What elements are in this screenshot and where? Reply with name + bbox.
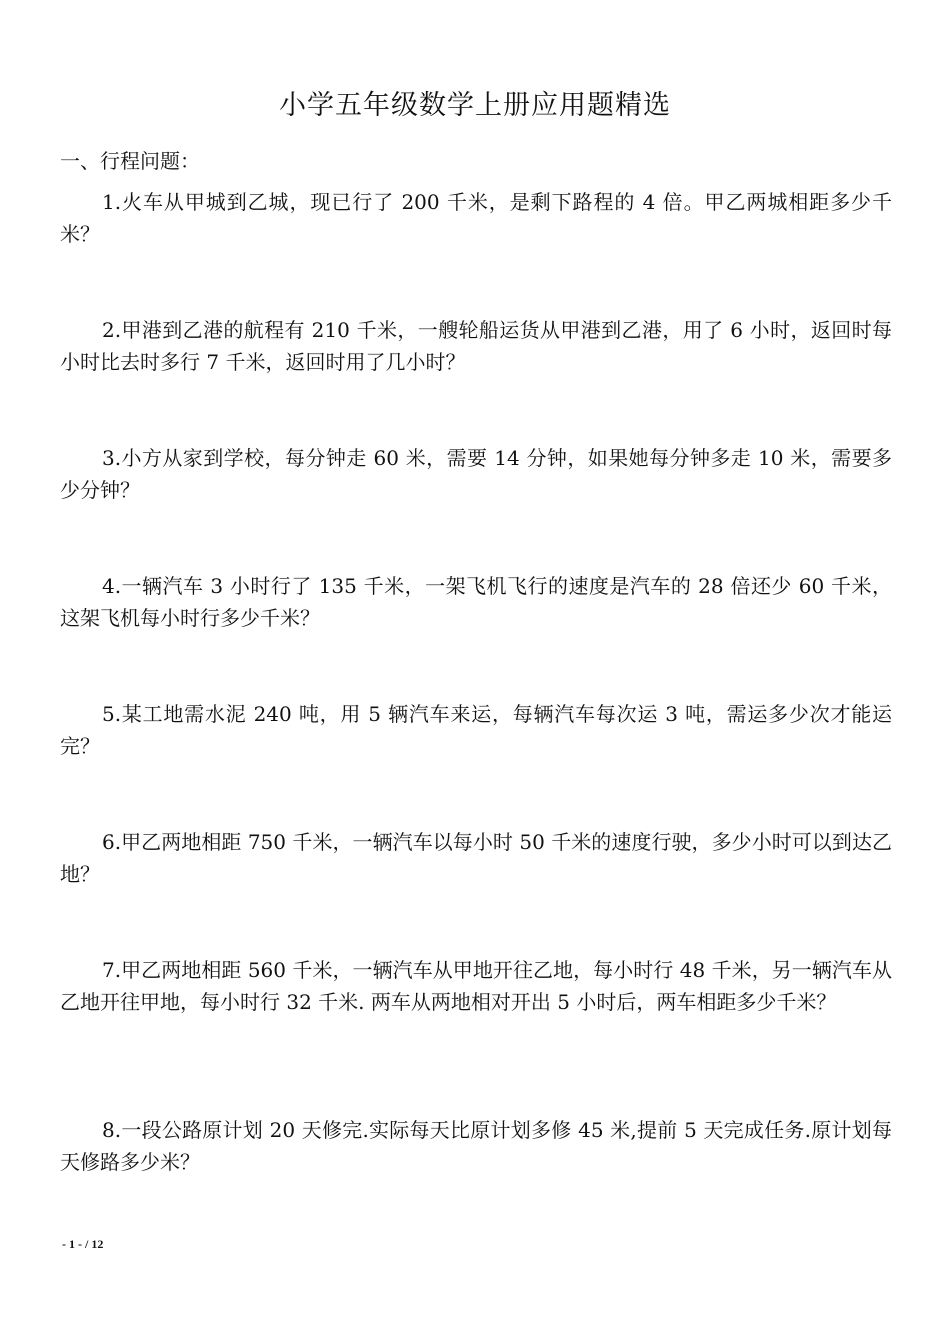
page-title: 小学五年级数学上册应用题精选 (279, 90, 671, 121)
problem-5: 5.某工地需水泥 240 吨，用 5 辆汽车来运，每辆汽车每次运 3 吨，需运多少次才能运完？ (60, 702, 892, 758)
problem-8: 8.一段公路原计划 20 天修完.实际每天比原计划多修 45 米,提前 5 天完成任务.原计划每天修路多少米？ (60, 1118, 892, 1174)
problem-6: 6.甲乙两地相距 750 千米，一辆汽车以每小时 50 千米的速度行驶，多少小时可以到达乙地？ (60, 830, 892, 886)
problem-2: 2.甲港到乙港的航程有 210 千米，一艘轮船运货从甲港到乙港，用了 6 小时，返回时每小时比去时多行 7 千米，返回时用了几小时？ (60, 318, 892, 374)
section-heading: 一、行程问题： (60, 149, 200, 173)
problem-1: 1.火车从甲城到乙城，现已行了 200 千米，是剩下路程的 4 倍。甲乙两城相距多少千米？ (60, 190, 892, 246)
page-number-footer: - 1 - / 12 (62, 1237, 104, 1251)
problem-3: 3.小方从家到学校，每分钟走 60 米，需要 14 分钟，如果她每分钟多走 10 米，需要多少分钟？ (60, 446, 892, 502)
problem-7: 7.甲乙两地相距 560 千米，一辆汽车从甲地开往乙地，每小时行 48 千米，另一辆汽车从乙地开往甲地，每小时行 32 千米. 两车从两地相对开出 5 小时后，两车相距多少千米？ (60, 958, 892, 1014)
problem-4: 4.一辆汽车 3 小时行了 135 千米，一架飞机飞行的速度是汽车的 28 倍还少 60 千米，这架飞机每小时行多少千米？ (60, 574, 892, 630)
